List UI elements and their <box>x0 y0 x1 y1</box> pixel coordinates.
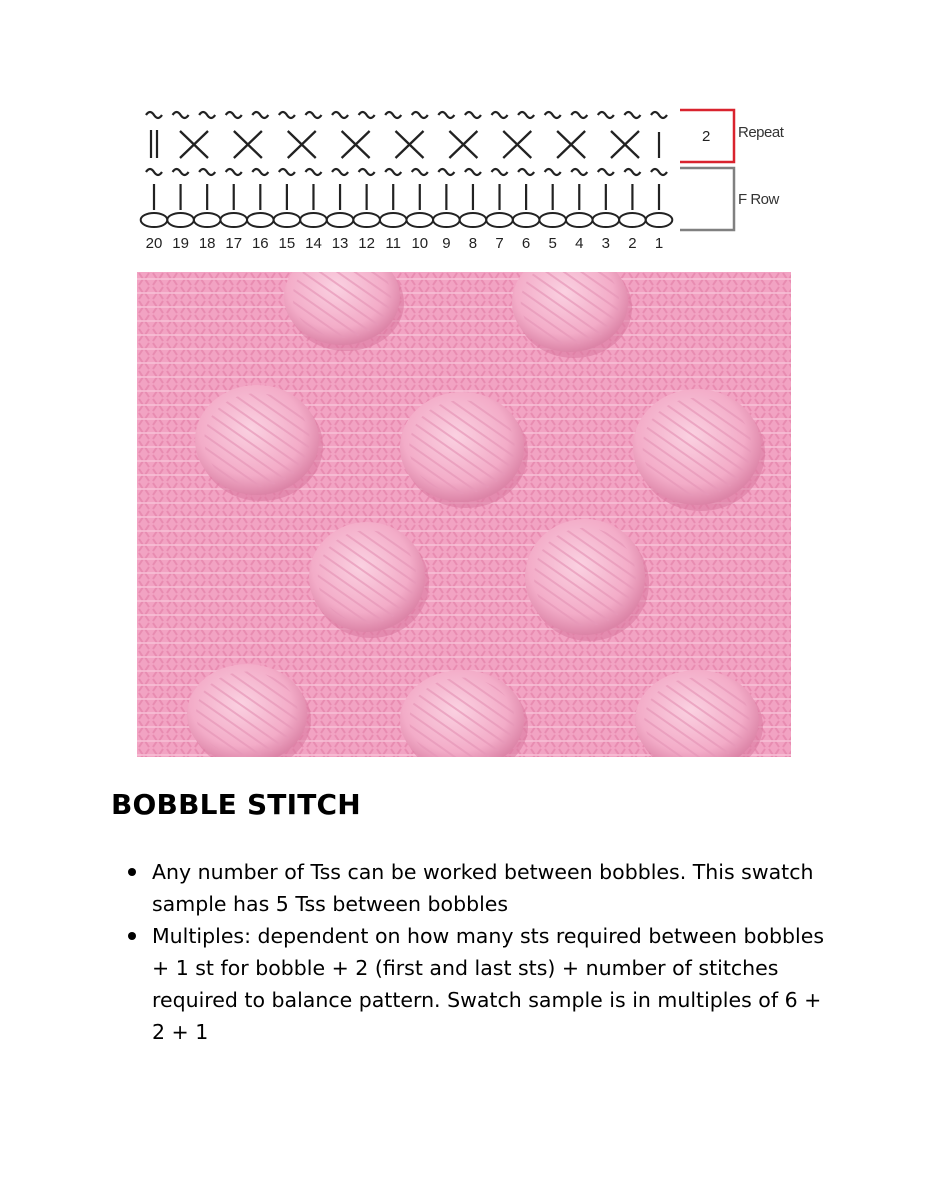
x-stitch-mark <box>611 131 639 158</box>
stitch-number: 18 <box>198 235 216 252</box>
bullet-list <box>125 856 825 1048</box>
bullet-text-2: Multiples: dependent on how many sts required between bobbles + 1 st for bobble + 2 (first and last sts) + number of stitches required to balance pattern. Swatch sample is in multiples of 6 + 2 + 1 <box>152 924 825 1044</box>
stitch-number: 8 <box>468 235 478 252</box>
x-stitch-mark <box>180 131 208 158</box>
wave-mark <box>173 112 189 118</box>
bobble-texture <box>409 400 514 494</box>
chart-wave-row-top <box>146 112 667 118</box>
chain-oval-mark <box>593 213 620 227</box>
wave-mark <box>252 112 268 118</box>
stitch-number: 19 <box>172 235 189 252</box>
wave-mark <box>518 169 534 175</box>
stitch-number: 7 <box>495 235 504 252</box>
wave-mark <box>624 169 640 175</box>
stitch-number: 13 <box>331 235 349 252</box>
chain-oval-mark <box>300 213 327 227</box>
chain-oval-mark <box>194 213 221 227</box>
stitch-number: 5 <box>548 235 557 252</box>
x-stitch-mark <box>503 131 531 158</box>
repeat-row-number: 2 <box>702 128 711 145</box>
x-stitch-mark <box>449 131 477 158</box>
wave-mark <box>305 169 321 175</box>
chain-oval-mark <box>486 213 513 227</box>
wave-mark <box>545 112 561 118</box>
stitch-number: 1 <box>654 235 664 252</box>
wave-mark <box>226 112 242 118</box>
wave-mark <box>492 112 508 118</box>
x-stitch-mark <box>342 131 370 158</box>
bullet-text-1: Any number of Tss can be worked between bobbles. This swatch sample has 5 Tss between bobbles <box>152 860 814 916</box>
chain-oval-mark <box>619 213 646 227</box>
stitch-number: 2 <box>628 235 637 252</box>
stitch-chart <box>132 104 812 254</box>
bobble-texture <box>643 398 752 497</box>
stitch-number: 16 <box>251 235 269 252</box>
swatch-photo <box>137 272 791 757</box>
wave-mark <box>359 169 375 175</box>
wave-mark <box>412 169 428 175</box>
x-stitch-mark <box>288 131 316 158</box>
bobble-texture <box>196 672 298 757</box>
wave-mark <box>465 112 481 118</box>
chain-oval-mark <box>646 213 673 227</box>
wave-mark <box>199 169 215 175</box>
chain-oval-mark <box>433 213 460 227</box>
stitch-number: 4 <box>575 235 584 252</box>
wave-mark <box>332 112 348 118</box>
wave-mark <box>279 112 295 118</box>
wave-mark <box>651 112 667 118</box>
stitch-number: 6 <box>521 235 531 252</box>
chart-repeat-row <box>151 130 659 158</box>
wave-mark <box>571 169 587 175</box>
wave-mark <box>359 112 375 118</box>
chain-oval-mark <box>353 213 380 227</box>
chain-oval-mark <box>566 213 593 227</box>
bobble-texture <box>204 393 309 487</box>
first-row-bracket <box>680 168 780 230</box>
wave-mark <box>492 169 508 175</box>
wave-mark <box>226 169 242 175</box>
repeat-bracket <box>680 110 785 162</box>
stitch-number: 9 <box>442 235 451 252</box>
chain-oval-mark <box>247 213 274 227</box>
chain-oval-mark <box>141 213 168 227</box>
chart-wave-row-middle <box>146 169 667 175</box>
stitch-number: 15 <box>278 235 296 252</box>
chain-oval-mark <box>539 213 566 227</box>
bullet-dot-icon <box>128 868 136 876</box>
wave-mark <box>146 112 162 118</box>
repeat-label: Repeat <box>738 124 784 141</box>
first-row-label: F Row <box>738 191 779 208</box>
x-stitch-mark <box>396 131 424 158</box>
wave-mark <box>438 112 454 118</box>
wave-mark <box>146 169 162 175</box>
wave-mark <box>651 169 667 175</box>
wave-mark <box>385 112 401 118</box>
wave-mark <box>465 169 481 175</box>
chain-oval-mark <box>274 213 301 227</box>
chain-oval-mark <box>220 213 247 227</box>
wave-mark <box>571 112 587 118</box>
chain-oval-mark <box>407 213 434 227</box>
wave-mark <box>252 169 268 175</box>
wave-mark <box>332 169 348 175</box>
wave-mark <box>412 112 428 118</box>
x-stitch-mark <box>557 131 585 158</box>
chain-oval-mark <box>460 213 487 227</box>
wave-mark <box>279 169 295 175</box>
wave-mark <box>438 169 454 175</box>
bullet-dot-icon <box>128 932 136 940</box>
stitch-number: 11 <box>385 235 401 252</box>
bullet-item-1 <box>125 856 825 920</box>
stitch-number: 20 <box>145 235 163 252</box>
chart-chain-row <box>141 213 673 227</box>
bobble-texture <box>318 530 417 624</box>
wave-mark <box>598 169 614 175</box>
wave-mark <box>173 169 189 175</box>
wave-mark <box>545 169 561 175</box>
stitch-number: 14 <box>305 235 322 252</box>
wave-mark <box>518 112 534 118</box>
stitch-number: 12 <box>358 235 375 252</box>
bullet-item-2 <box>125 920 825 1048</box>
wave-mark <box>624 112 640 118</box>
bobble-texture <box>534 528 636 627</box>
page-title: BOBBLE STITCH <box>111 788 361 821</box>
chart-stitch-numbers <box>146 235 664 252</box>
chain-oval-mark <box>513 213 540 227</box>
stitch-number: 3 <box>601 235 611 252</box>
wave-mark <box>305 112 321 118</box>
wave-mark <box>598 112 614 118</box>
stitch-number: 17 <box>225 235 243 252</box>
stitch-number: 10 <box>411 235 429 252</box>
wave-mark <box>199 112 215 118</box>
x-stitch-mark <box>234 131 262 158</box>
chain-oval-mark <box>167 213 194 227</box>
chain-oval-mark <box>327 213 354 227</box>
chain-oval-mark <box>380 213 407 227</box>
wave-mark <box>385 169 401 175</box>
chart-first-row <box>154 184 659 210</box>
